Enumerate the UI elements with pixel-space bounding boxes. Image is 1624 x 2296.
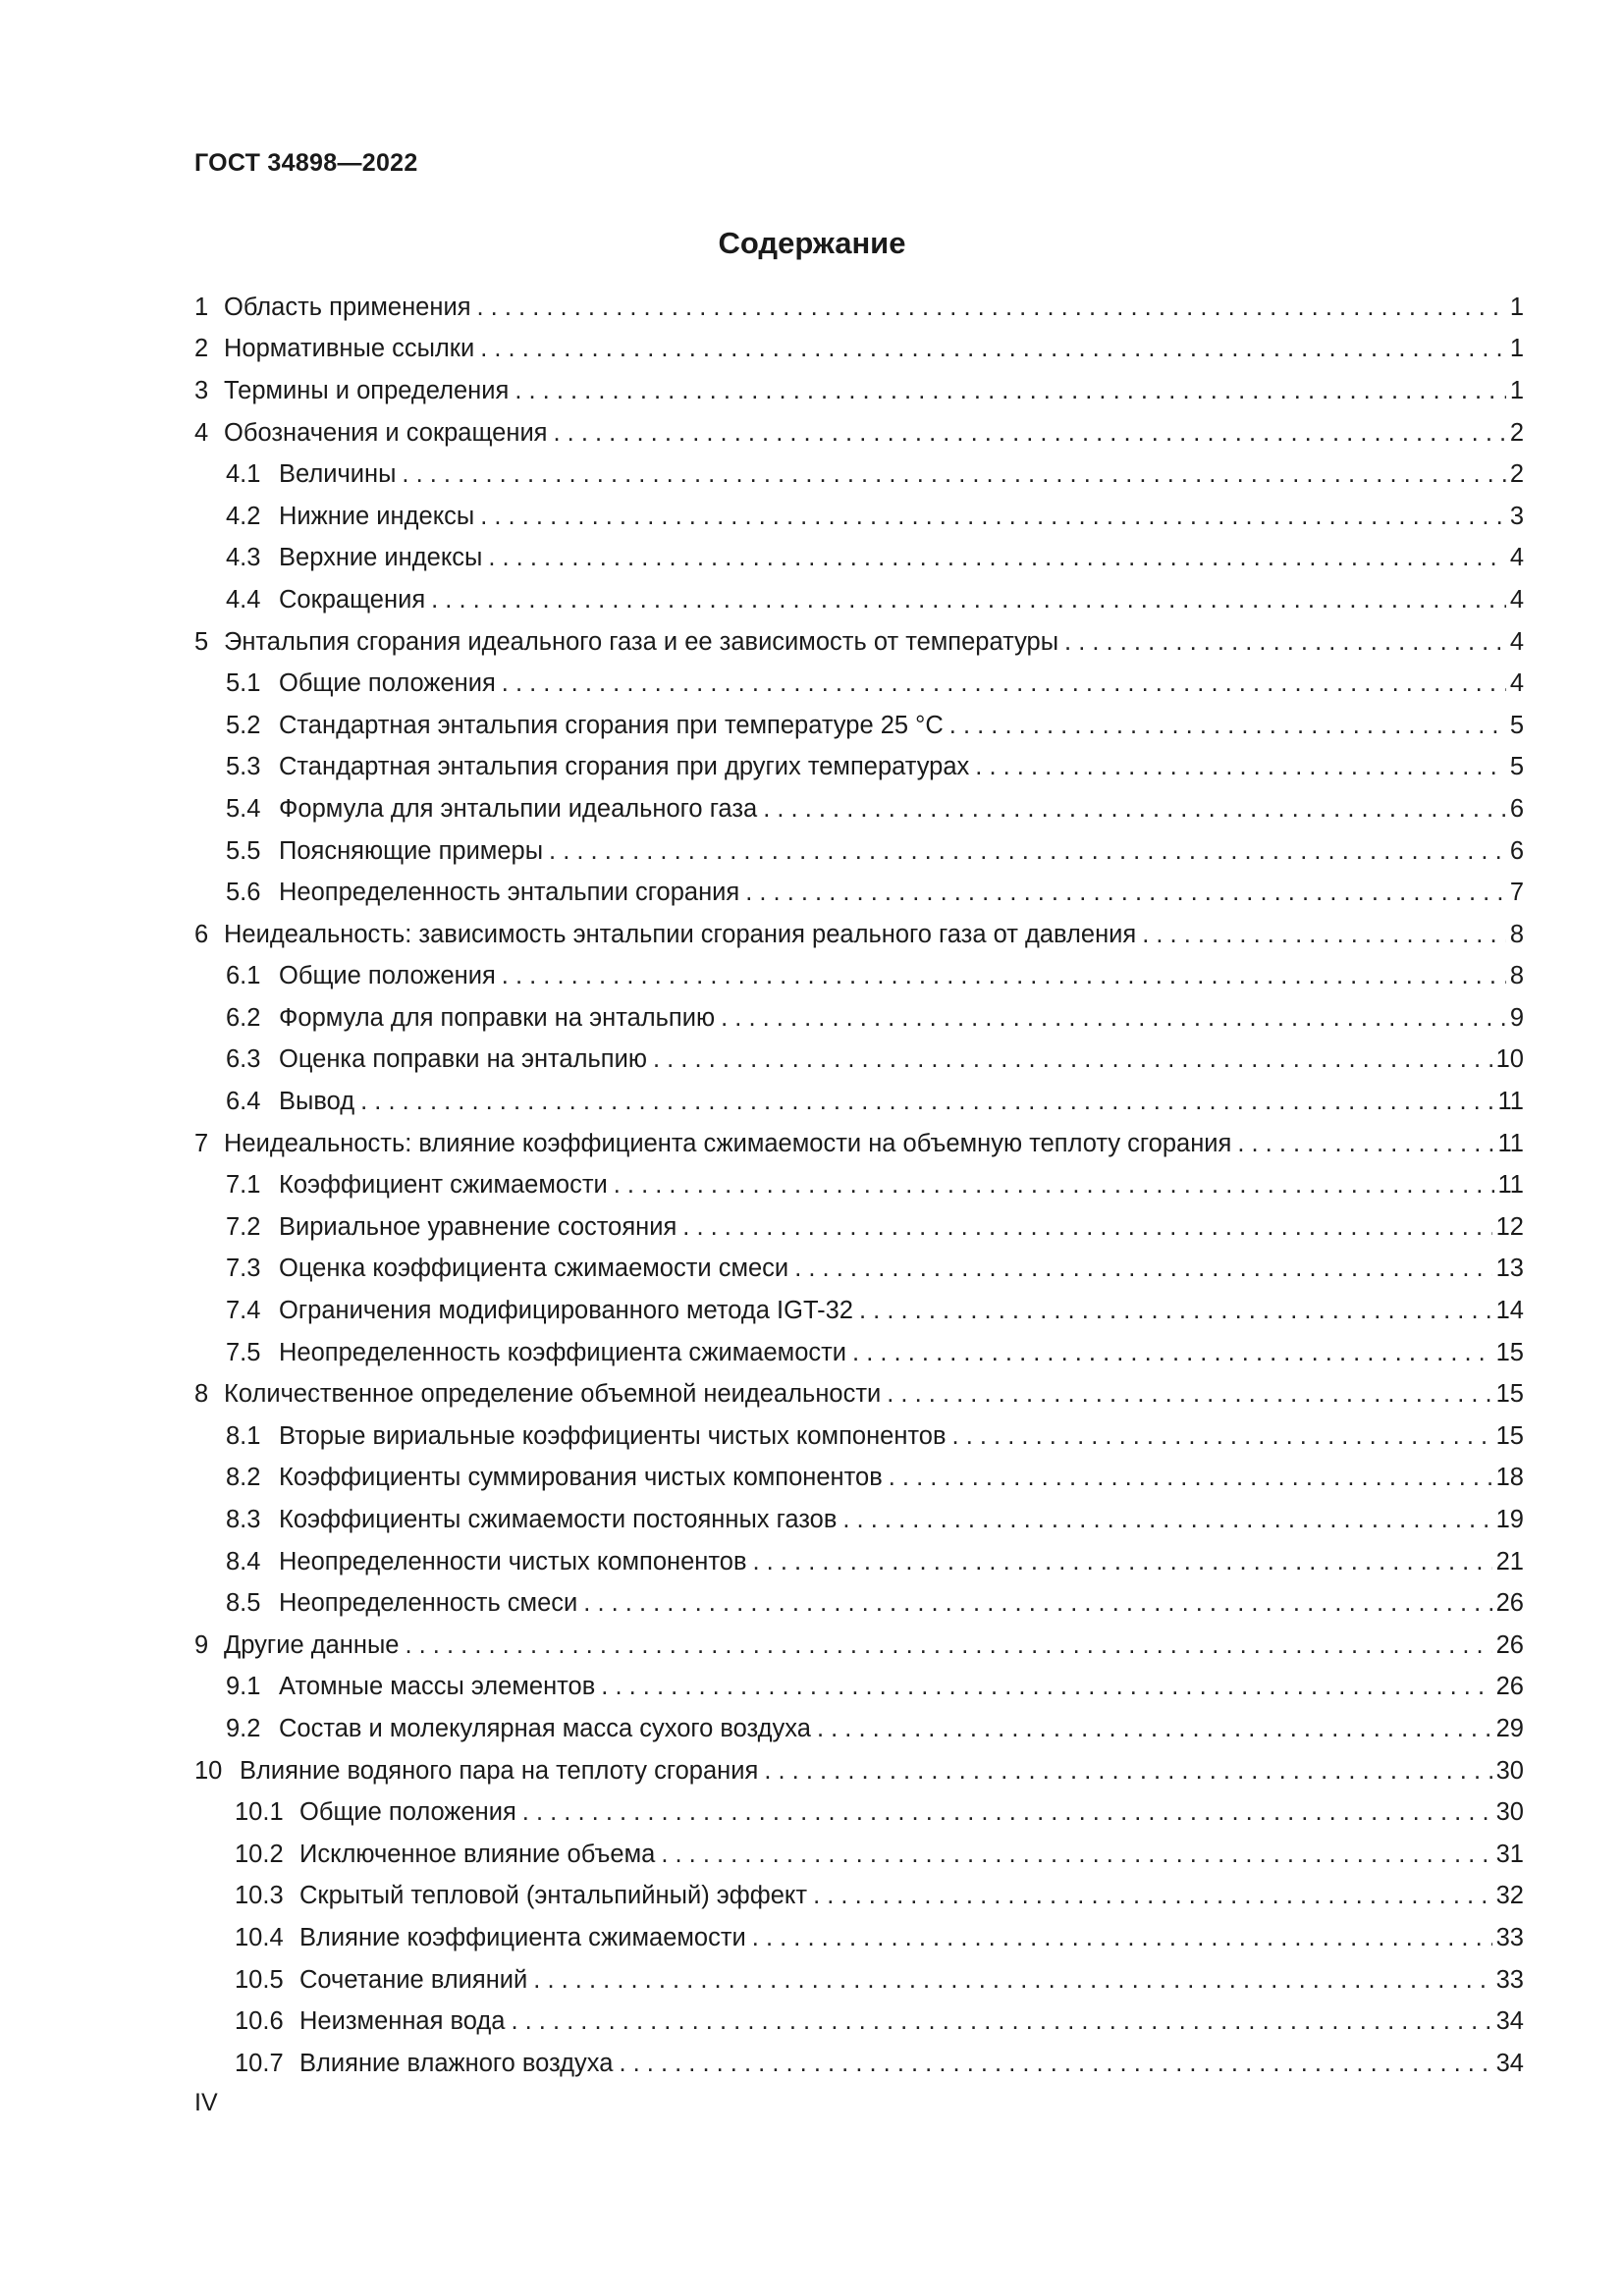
toc-entry-title: Обозначения и сокращения [224, 418, 548, 447]
toc-entry-number: 7.2 [226, 1212, 261, 1241]
toc-entry-title: Сочетание влияний [299, 1965, 528, 1994]
toc-dot-leader [402, 460, 1505, 489]
toc-dot-leader [1064, 628, 1506, 657]
toc-entry[interactable] [194, 705, 1524, 747]
toc-entry[interactable] [194, 329, 1524, 371]
toc-dot-leader [887, 1380, 1491, 1409]
toc-entry-title: Поясняющие примеры [279, 836, 544, 865]
toc-dot-leader [745, 879, 1506, 907]
toc-dot-leader [583, 1589, 1491, 1618]
toc-entry-page-number: 15 [1495, 1380, 1524, 1409]
toc-dot-leader [549, 837, 1506, 866]
toc-entry-number: 7.4 [226, 1297, 261, 1325]
toc-entry[interactable] [194, 1667, 1524, 1709]
toc-dot-leader [514, 377, 1506, 405]
toc-entry[interactable] [194, 1917, 1524, 1959]
toc-entry-number: 10.3 [235, 1882, 284, 1910]
document-standard-header: ГОСТ 34898—2022 [194, 149, 418, 177]
toc-entry[interactable] [194, 1040, 1524, 1082]
toc-entry-page-number: 11 [1497, 1129, 1524, 1157]
toc-entry[interactable] [194, 1582, 1524, 1625]
toc-entry-page-number: 11 [1497, 1171, 1524, 1200]
table-of-contents [194, 287, 1524, 2085]
toc-entry-title: Нормативные ссылки [224, 335, 475, 363]
toc-entry-title: Неопределенность коэффициента сжимаемости [279, 1338, 847, 1366]
toc-entry-title: Вторые вириальные коэффициенты чистых компонентов [279, 1421, 947, 1450]
toc-entry-title: Общие положения [279, 962, 496, 990]
toc-entry-title: Атомные массы элементов [279, 1673, 596, 1701]
toc-entry-number: 4.4 [226, 585, 261, 614]
toc-entry-page-number: 6 [1509, 794, 1524, 823]
toc-entry-page-number: 14 [1495, 1297, 1524, 1325]
toc-entry[interactable] [194, 872, 1524, 914]
toc-entry-number: 5.3 [226, 753, 261, 781]
toc-dot-leader [763, 795, 1506, 824]
toc-entry[interactable] [194, 2001, 1524, 2043]
toc-entry-title: Состав и молекулярная масса сухого воздуха [279, 1714, 811, 1742]
toc-entry-page-number: 34 [1495, 2007, 1524, 2036]
toc-entry-title: Вириальное уравнение состояния [279, 1212, 677, 1241]
toc-entry-title: Сокращения [279, 585, 426, 614]
toc-entry[interactable] [194, 579, 1524, 621]
toc-entry[interactable] [194, 412, 1524, 454]
toc-entry-page-number: 1 [1509, 376, 1524, 404]
toc-entry-page-number: 4 [1509, 585, 1524, 614]
toc-entry-title: Неидеальность: влияние коэффициента сжимаемости на объемную теплоту сгорания [224, 1129, 1232, 1157]
toc-entry[interactable] [194, 1791, 1524, 1834]
toc-entry-number: 8.1 [226, 1421, 261, 1450]
toc-entry[interactable] [194, 747, 1524, 789]
toc-entry[interactable] [194, 1290, 1524, 1332]
toc-entry-page-number: 33 [1495, 1965, 1524, 1994]
toc-entry[interactable] [194, 956, 1524, 998]
toc-entry-number: 7.5 [226, 1338, 261, 1366]
toc-dot-leader [842, 1506, 1491, 1534]
toc-entry-title: Исключенное влияние объема [299, 1840, 656, 1868]
toc-entry-number: 8.3 [226, 1506, 261, 1534]
toc-dot-leader [431, 586, 1506, 614]
toc-entry-number: 1 [194, 293, 209, 321]
toc-entry-title: Оценка коэффициента сжимаемости смеси [279, 1255, 789, 1283]
toc-entry-title: Нижние индексы [279, 502, 475, 530]
toc-entry-page-number: 9 [1509, 1003, 1524, 1032]
toc-entry-number: 9.2 [226, 1714, 261, 1742]
toc-dot-leader [1142, 921, 1506, 949]
toc-entry[interactable] [194, 1876, 1524, 1918]
toc-entry-title: Неопределенность смеси [279, 1589, 578, 1618]
toc-entry-page-number: 15 [1495, 1421, 1524, 1450]
toc-entry[interactable] [194, 1249, 1524, 1291]
toc-entry-page-number: 10 [1495, 1045, 1524, 1074]
toc-entry-title: Величины [279, 460, 397, 489]
toc-dot-leader [360, 1088, 1493, 1116]
toc-entry-number: 9.1 [226, 1673, 261, 1701]
toc-dot-leader [653, 1045, 1492, 1074]
toc-entry-number: 3 [194, 376, 209, 404]
toc-entry-page-number: 8 [1509, 962, 1524, 990]
page-title: Содержание [718, 226, 906, 260]
toc-entry[interactable] [194, 1708, 1524, 1750]
toc-entry-number: 6.1 [226, 962, 261, 990]
toc-entry-page-number: 30 [1495, 1756, 1524, 1785]
toc-entry-number: 10 [194, 1756, 223, 1785]
toc-entry-title: Количественное определение объемной неидеальности [224, 1380, 882, 1409]
toc-entry-title: Влияние влажного воздуха [299, 2049, 614, 2077]
toc-entry[interactable] [194, 1750, 1524, 1792]
toc-dot-leader [522, 1798, 1492, 1827]
toc-entry-title: Верхние индексы [279, 544, 483, 572]
toc-entry-number: 7.1 [226, 1171, 261, 1200]
toc-entry[interactable] [194, 1206, 1524, 1249]
toc-entry[interactable] [194, 370, 1524, 412]
toc-dot-leader [502, 962, 1506, 990]
toc-entry-title: Общие положения [299, 1798, 516, 1827]
toc-entry-title: Общие положения [279, 669, 496, 698]
toc-dot-leader [952, 1422, 1492, 1451]
toc-entry-number: 4 [194, 418, 209, 447]
toc-entry-page-number: 19 [1495, 1506, 1524, 1534]
toc-entry[interactable] [194, 1415, 1524, 1458]
toc-entry-page-number: 34 [1495, 2049, 1524, 2077]
toc-entry-title: Формула для поправки на энтальпию [279, 1003, 716, 1032]
toc-entry-title: Стандартная энтальпия сгорания при температуре 25 °C [279, 711, 944, 739]
toc-dot-leader [975, 753, 1506, 781]
toc-dot-leader [794, 1255, 1491, 1283]
toc-entry-page-number: 12 [1495, 1212, 1524, 1241]
toc-dot-leader [1237, 1130, 1493, 1158]
toc-entry-title: Скрытый тепловой (энтальпийный) эффект [299, 1882, 808, 1910]
toc-entry-title: Энтальпия сгорания идеального газа и ее зависимость от температуры [224, 627, 1059, 656]
page-folio: IV [194, 2089, 218, 2116]
toc-entry-page-number: 5 [1509, 711, 1524, 739]
toc-dot-leader [480, 335, 1506, 363]
toc-entry-number: 6.4 [226, 1088, 261, 1116]
toc-entry[interactable] [194, 538, 1524, 580]
toc-dot-leader [721, 1004, 1506, 1033]
toc-entry-page-number: 4 [1509, 627, 1524, 656]
toc-entry-number: 7.3 [226, 1255, 261, 1283]
toc-dot-leader [889, 1464, 1492, 1492]
toc-entry[interactable] [194, 621, 1524, 664]
toc-entry-number: 5.1 [226, 669, 261, 698]
toc-entry[interactable] [194, 1123, 1524, 1165]
toc-entry-title: Вывод [279, 1088, 355, 1116]
toc-entry-number: 8.2 [226, 1464, 261, 1492]
toc-entry[interactable] [194, 788, 1524, 830]
toc-entry-page-number: 21 [1495, 1547, 1524, 1575]
toc-dot-leader [614, 1171, 1494, 1200]
toc-entry-title: Коэффициент сжимаемости [279, 1171, 608, 1200]
toc-entry[interactable] [194, 287, 1524, 329]
toc-entry[interactable] [194, 663, 1524, 705]
toc-entry-page-number: 3 [1509, 502, 1524, 530]
toc-entry-page-number: 1 [1509, 293, 1524, 321]
toc-entry[interactable] [194, 1373, 1524, 1415]
toc-entry-page-number: 33 [1495, 1923, 1524, 1951]
toc-entry-number: 8.4 [226, 1547, 261, 1575]
toc-entry-title: Неопределенность энтальпии сгорания [279, 879, 740, 907]
toc-dot-leader [601, 1673, 1491, 1701]
toc-dot-leader [661, 1841, 1491, 1869]
toc-entry[interactable] [194, 1458, 1524, 1500]
toc-entry-page-number: 7 [1509, 879, 1524, 907]
toc-dot-leader [764, 1757, 1491, 1786]
toc-dot-leader [682, 1213, 1491, 1242]
toc-entry[interactable] [194, 1164, 1524, 1206]
toc-dot-leader [852, 1339, 1492, 1367]
toc-entry-number: 4.1 [226, 460, 261, 489]
toc-entry-number: 6.2 [226, 1003, 261, 1032]
toc-entry[interactable] [194, 1834, 1524, 1876]
toc-entry-number: 6.3 [226, 1045, 261, 1074]
toc-entry-page-number: 2 [1509, 460, 1524, 489]
toc-entry-page-number: 6 [1509, 836, 1524, 865]
toc-entry-page-number: 30 [1495, 1798, 1524, 1827]
toc-entry[interactable] [194, 454, 1524, 496]
toc-entry-title: Формула для энтальпии идеального газа [279, 794, 758, 823]
toc-entry[interactable] [194, 2043, 1524, 2085]
toc-entry-title: Влияние коэффициента сжимаемости [299, 1923, 746, 1951]
toc-entry-number: 5.4 [226, 794, 261, 823]
toc-dot-leader [554, 419, 1506, 448]
toc-entry-page-number: 29 [1495, 1714, 1524, 1742]
toc-entry-number: 10.1 [235, 1798, 284, 1827]
toc-entry-page-number: 5 [1509, 753, 1524, 781]
toc-entry-page-number: 11 [1497, 1088, 1524, 1116]
toc-entry-page-number: 32 [1495, 1882, 1524, 1910]
toc-dot-leader [405, 1631, 1491, 1660]
toc-entry-page-number: 26 [1495, 1630, 1524, 1659]
toc-dot-leader [817, 1715, 1492, 1743]
toc-entry-title: Термины и определения [224, 376, 510, 404]
toc-entry[interactable] [194, 1959, 1524, 2002]
toc-entry-title: Коэффициенты сжимаемости постоянных газов [279, 1506, 838, 1534]
toc-dot-leader [533, 1966, 1491, 1995]
toc-dot-leader [619, 2050, 1491, 2078]
toc-entry-number: 6 [194, 920, 209, 948]
toc-entry-title: Оценка поправки на энтальпию [279, 1045, 647, 1074]
toc-entry[interactable] [194, 1499, 1524, 1541]
toc-entry-number: 10.6 [235, 2007, 284, 2036]
toc-dot-leader [477, 294, 1506, 322]
toc-entry-title: Другие данные [224, 1630, 400, 1659]
toc-dot-leader [859, 1297, 1492, 1325]
toc-entry-page-number: 2 [1509, 418, 1524, 447]
toc-entry[interactable] [194, 997, 1524, 1040]
toc-entry-title: Стандартная энтальпия сгорания при других температурах [279, 753, 970, 781]
toc-entry-page-number: 26 [1495, 1673, 1524, 1701]
toc-entry[interactable] [194, 1332, 1524, 1374]
toc-entry-title: Ограничения модифицированного метода IGT-32 [279, 1297, 853, 1325]
toc-entry-number: 5.5 [226, 836, 261, 865]
toc-entry-number: 4.2 [226, 502, 261, 530]
toc-dot-leader [502, 669, 1506, 698]
toc-entry-number: 10.7 [235, 2049, 284, 2077]
toc-dot-leader [752, 1924, 1492, 1952]
toc-entry-number: 2 [194, 335, 209, 363]
toc-entry[interactable] [194, 1541, 1524, 1583]
toc-entry-number: 7 [194, 1129, 209, 1157]
toc-entry-page-number: 13 [1495, 1255, 1524, 1283]
toc-entry-title: Неидеальность: зависимость энтальпии сгорания реального газа от давления [224, 920, 1137, 948]
toc-entry[interactable] [194, 914, 1524, 956]
toc-dot-leader [813, 1882, 1492, 1910]
toc-entry-number: 10.4 [235, 1923, 284, 1951]
toc-entry-page-number: 31 [1495, 1840, 1524, 1868]
toc-entry-number: 10.5 [235, 1965, 284, 1994]
toc-entry-number: 5.2 [226, 711, 261, 739]
toc-dot-leader [753, 1548, 1492, 1576]
toc-entry-title: Неизменная вода [299, 2007, 506, 2036]
toc-entry-number: 8 [194, 1380, 209, 1409]
toc-entry-title: Неопределенности чистых компонентов [279, 1547, 747, 1575]
toc-entry[interactable] [194, 830, 1524, 873]
toc-dot-leader [488, 544, 1505, 572]
toc-entry[interactable] [194, 496, 1524, 538]
toc-entry-number: 5.6 [226, 879, 261, 907]
toc-entry-page-number: 18 [1495, 1464, 1524, 1492]
toc-entry-page-number: 15 [1495, 1338, 1524, 1366]
toc-entry-number: 8.5 [226, 1589, 261, 1618]
toc-entry-title: Область применения [224, 293, 471, 321]
toc-entry[interactable] [194, 1081, 1524, 1123]
toc-entry-number: 9 [194, 1630, 209, 1659]
toc-dot-leader [511, 2007, 1491, 2036]
toc-entry-number: 4.3 [226, 544, 261, 572]
toc-entry-number: 10.2 [235, 1840, 284, 1868]
toc-entry-title: Коэффициенты суммирования чистых компонентов [279, 1464, 883, 1492]
toc-entry-number: 5 [194, 627, 209, 656]
toc-entry[interactable] [194, 1625, 1524, 1667]
toc-entry-page-number: 26 [1495, 1589, 1524, 1618]
toc-entry-page-number: 4 [1509, 544, 1524, 572]
toc-dot-leader [480, 503, 1506, 531]
toc-entry-title: Влияние водяного пара на теплоту сгорания [240, 1756, 759, 1785]
toc-entry-page-number: 4 [1509, 669, 1524, 698]
toc-entry-page-number: 8 [1509, 920, 1524, 948]
toc-dot-leader [949, 712, 1506, 740]
toc-entry-page-number: 1 [1509, 335, 1524, 363]
